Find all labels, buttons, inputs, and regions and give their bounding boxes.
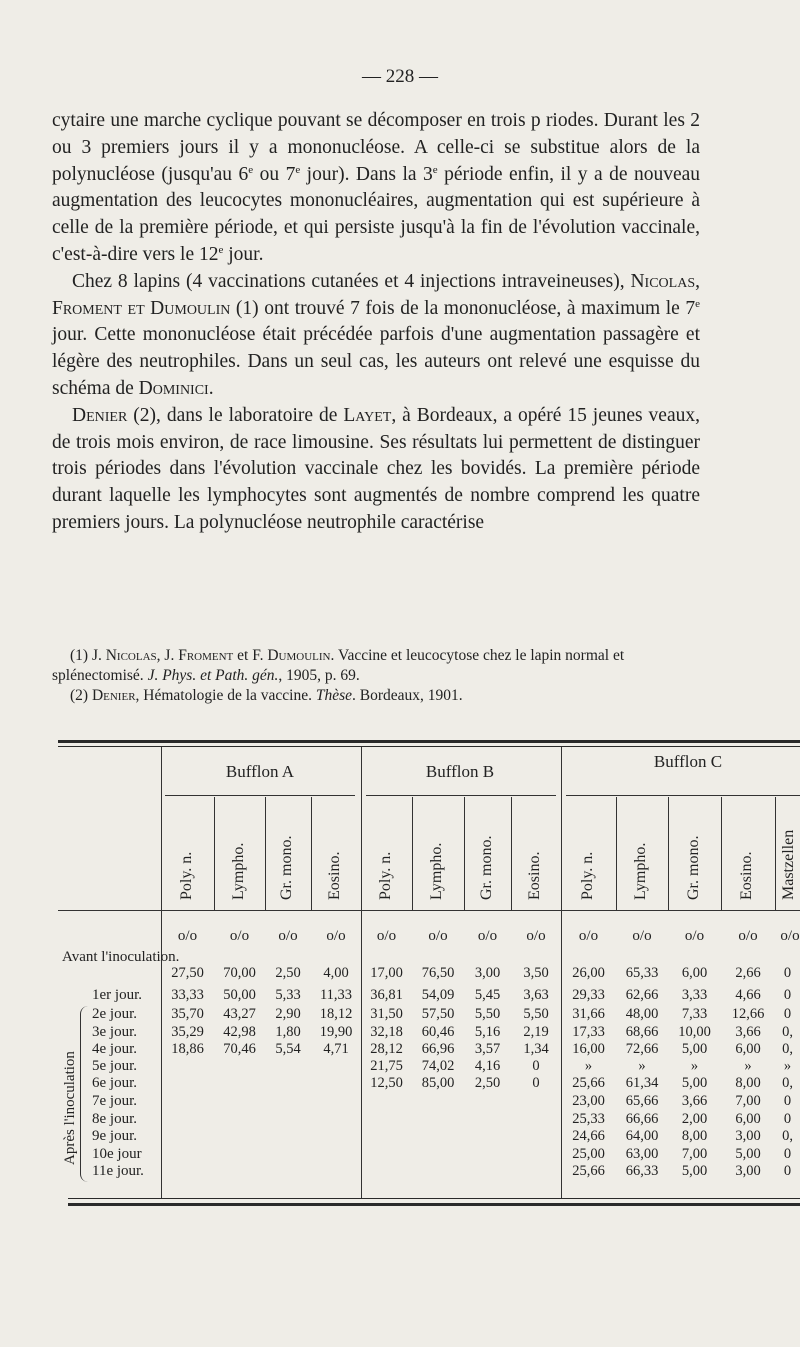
column-header: Gr. mono.	[278, 835, 295, 900]
unit-label: o/o	[780, 928, 800, 944]
table-cell: 66,33	[625, 1163, 659, 1179]
table-cell: 6,00	[735, 1111, 761, 1127]
table-cell: 18,86	[171, 1041, 204, 1057]
table-cell: 5,00	[681, 1041, 708, 1057]
table-cell: 42,98	[223, 1024, 256, 1040]
table-cell: 0,	[782, 1075, 793, 1091]
column-divider	[721, 797, 722, 910]
table-cell: »	[783, 1058, 792, 1074]
table-cell: 50,00	[223, 987, 256, 1003]
table-bottom-rule	[68, 1198, 800, 1199]
table-cell: 6,00	[681, 965, 708, 981]
column-header: Eosino.	[526, 851, 543, 900]
column-header: Lympho.	[632, 842, 649, 900]
table-cell: 0	[783, 1093, 792, 1109]
unit-label: o/o	[477, 928, 498, 944]
table-cell: 0	[532, 1058, 540, 1074]
table-cell: 2,00	[681, 1111, 708, 1127]
column-divider	[775, 797, 776, 910]
table-cell: 3,66	[735, 1024, 761, 1040]
days-brace	[80, 1006, 89, 1182]
column-header: Gr. mono.	[477, 835, 495, 900]
table-cell: 48,00	[625, 1006, 659, 1022]
table-cell: 3,50	[523, 965, 549, 981]
table-cell: 19,90	[319, 1024, 353, 1040]
row-label: 7e jour.	[92, 1093, 137, 1109]
paragraph-3: Denier (2), dans le laboratoire de Layet, à Bordeaux, a opéré 15 jeunes veaux, de trois mois environ, de race limousine. Ses résultats lui permettent de distinguer trois périodes dans l'évolution vaccinale chez les bovidés. La première période durant laquelle les lymphocytes sont augmentés de nombre comprend les quatre premiers jours. La polynucléose neutrophile caractérise	[52, 404, 700, 533]
table-cell: 25,33	[572, 1111, 605, 1127]
table-cell: »	[744, 1058, 752, 1074]
table-cell: 2,90	[275, 1006, 301, 1022]
table-cell: 8,00	[681, 1128, 708, 1144]
table-cell: 25,66	[572, 1075, 605, 1091]
table-cell: 63,00	[625, 1146, 659, 1162]
unit-label: o/o	[684, 928, 705, 944]
column-divider	[616, 797, 617, 910]
table-cell: 7,00	[681, 1146, 708, 1162]
column-header: Eosino.	[326, 851, 343, 900]
unit-label: o/o	[229, 928, 250, 944]
table-cell: »	[584, 1058, 593, 1074]
table-cell: 66,66	[625, 1111, 659, 1127]
table-cell: 35,29	[171, 1024, 204, 1040]
table-cell: 35,70	[171, 1006, 204, 1022]
column-divider	[214, 797, 215, 910]
table-cell: 4,71	[323, 1041, 349, 1057]
table-cell: 74,02	[421, 1058, 455, 1074]
group-underline-c	[566, 795, 800, 796]
table-cell: 64,00	[625, 1128, 659, 1144]
table-cell: 3,00	[735, 1163, 761, 1179]
body-text	[52, 108, 700, 537]
table-cell: 0	[783, 1111, 792, 1127]
column-header: Poly. n.	[376, 851, 394, 900]
header-divider	[58, 910, 800, 911]
table-cell: 2,50	[275, 965, 301, 981]
table-cell: 70,00	[223, 965, 256, 981]
row-label: 5e jour.	[92, 1058, 137, 1074]
row-label: 3e jour.	[92, 1024, 137, 1040]
table-cell: 8,00	[735, 1075, 761, 1091]
column-header: Lympho.	[428, 842, 445, 900]
table-cell: 28,12	[370, 1041, 403, 1057]
paragraph-2: Chez 8 lapins (4 vaccinations cutanées et 4 injections intraveineuses), Nicolas, Froment et Dumoulin (1) ont trouvé 7 fois de la mononucléose, à maximum le 7e jour. Cette mononucléose était précédée parfois d'une augmentation passagère et légère des neutrophiles. Dans un seul cas, les auteurs ont relevé une esquisse du schéma de Dominici.	[52, 270, 700, 399]
row-label-before: Avant l'inoculation.	[62, 949, 180, 965]
column-header: Mastzellen	[780, 829, 797, 900]
row-label: 9e jour.	[92, 1128, 137, 1144]
footnote-2: (2) Denier, Hématologie de la vaccine. Thèse. Bordeaux, 1901.	[70, 687, 463, 704]
table-cell: 0,	[782, 1041, 793, 1057]
table-cell: 6,00	[735, 1041, 761, 1057]
table-cell: 0	[783, 987, 792, 1003]
table-cell: 3,66	[681, 1093, 708, 1109]
table-cell: 24,66	[572, 1128, 605, 1144]
table-cell: 23,00	[572, 1093, 605, 1109]
group-header-b: Bufflon B	[425, 762, 495, 781]
column-divider	[311, 797, 312, 910]
table-cell: 5,00	[681, 1075, 708, 1091]
table-cell: 2,66	[735, 965, 761, 981]
unit-label: o/o	[632, 928, 652, 944]
unit-label: o/o	[428, 928, 448, 944]
table-cell: 66,96	[421, 1041, 455, 1057]
row-label: 11e jour.	[92, 1163, 144, 1179]
unit-label: o/o	[578, 928, 599, 944]
table-cell: 5,00	[735, 1146, 761, 1162]
row-label: 8e jour.	[92, 1111, 137, 1127]
table-cell: 32,18	[370, 1024, 403, 1040]
table-cell: 29,33	[572, 987, 605, 1003]
table-cell: 61,34	[625, 1075, 659, 1091]
table-cell: 70,46	[223, 1041, 256, 1057]
table-cell: 85,00	[421, 1075, 455, 1091]
table-cell: 12,50	[370, 1075, 403, 1091]
table-cell: 72,66	[625, 1041, 659, 1057]
table-cell: 17,33	[572, 1024, 605, 1040]
group-header-a: Bufflon A	[225, 762, 295, 781]
table-cell: 31,50	[370, 1006, 403, 1022]
table-cell: »	[638, 1058, 646, 1074]
row-label: 10e jour	[92, 1146, 142, 1162]
column-divider	[464, 797, 465, 910]
table-cell: 0,	[782, 1128, 793, 1144]
table-cell: »	[690, 1058, 699, 1074]
table-cell: 11,33	[319, 987, 353, 1003]
unit-label: o/o	[526, 928, 546, 944]
table-bottom-rule-thick	[68, 1203, 800, 1206]
table-cell: 3,57	[474, 1041, 501, 1057]
table-cell: 60,46	[421, 1024, 455, 1040]
column-divider	[412, 797, 413, 910]
table-cell: 0	[783, 1163, 792, 1179]
unit-label: o/o	[177, 928, 198, 944]
row-label: 2e jour.	[92, 1006, 137, 1022]
table-cell: 31,66	[572, 1006, 605, 1022]
table-cell: 26,00	[572, 965, 605, 981]
table-cell: 3,33	[681, 987, 708, 1003]
table-cell: 36,81	[370, 987, 403, 1003]
table-cell: 65,33	[625, 965, 659, 981]
table-cell: 5,45	[474, 987, 501, 1003]
table-cell: 2,50	[474, 1075, 501, 1091]
table-cell: 3,63	[523, 987, 549, 1003]
table-cell: 21,75	[370, 1058, 403, 1074]
page-number: — 228 —	[362, 66, 438, 87]
table-cell: 57,50	[421, 1006, 455, 1022]
column-header: Eosino.	[738, 851, 755, 900]
paragraph-1: cytaire une marche cyclique pouvant se décomposer en trois p riodes. Durant les 2 ou 3 premiers jours il y a mononucléose. A celle-ci se substitue alors de la polynucléose (jusqu'au 6e ou 7e jour). Dans la 3e période enfin, il y a de nouveau augmentation des leucocytes mononucléaires, augmentation qui est supérieure à celle de la première période, et qui persiste jusqu'à la fin de l'évolution vaccinale, c'est-à-dire vers le 12e jour.	[52, 110, 701, 265]
table-cell: 0	[783, 965, 792, 981]
table-cell: 7,00	[735, 1093, 761, 1109]
column-header: Poly. n.	[578, 851, 596, 900]
table-cell: 1,80	[275, 1024, 301, 1040]
unit-label: o/o	[278, 928, 298, 944]
table-cell: 68,66	[625, 1024, 659, 1040]
footnotes	[52, 646, 700, 706]
table-top-rule	[58, 740, 800, 743]
group-header-c: Bufflon C	[653, 752, 723, 771]
side-label: Après l'inoculation	[62, 1051, 78, 1165]
table-cell: 0	[783, 1006, 792, 1022]
table-cell: 4,16	[474, 1058, 501, 1074]
table-cell: 25,66	[572, 1163, 605, 1179]
column-divider	[668, 797, 669, 910]
table-cell: 5,50	[474, 1006, 501, 1022]
footnote-1: (1) J. Nicolas, J. Froment et F. Dumoulin. Vaccine et leucocytose chez le lapin normal et splénectomisé. J. Phys. et Path. gén., 1905, p. 69.	[52, 647, 625, 684]
table-cell: 33,33	[171, 987, 204, 1003]
table-cell: 43,27	[223, 1006, 256, 1022]
table-cell: 5,33	[275, 987, 301, 1003]
table-cell: 18,12	[319, 1006, 353, 1022]
row-label: 4e jour.	[92, 1041, 137, 1057]
table-cell: 16,00	[572, 1041, 605, 1057]
table-cell: 3,00	[735, 1128, 761, 1144]
table-cell: 0	[783, 1146, 792, 1162]
table-cell: 4,00	[323, 965, 349, 981]
table-cell: 5,50	[523, 1006, 549, 1022]
table-cell: 0,	[782, 1024, 793, 1040]
table-cell: 25,00	[572, 1146, 605, 1162]
column-header: Poly. n.	[177, 851, 195, 900]
table-cell: 17,00	[370, 965, 403, 981]
table-cell: 12,66	[731, 1006, 765, 1022]
table-cell: 54,09	[421, 987, 455, 1003]
row-label: 6e jour.	[92, 1075, 137, 1091]
table-cell: 62,66	[625, 987, 659, 1003]
table-cell: 1,34	[523, 1041, 549, 1057]
table-top-rule-thin	[58, 746, 800, 747]
table-cell: 65,66	[625, 1093, 659, 1109]
table-cell: 0	[532, 1075, 540, 1091]
group-underline-a	[165, 795, 355, 796]
table-cell: 27,50	[171, 965, 204, 981]
table-cell: 76,50	[421, 965, 455, 981]
table-cell: 5,54	[275, 1041, 301, 1057]
table-cell: 5,00	[681, 1163, 708, 1179]
table-cell: 7,33	[681, 1006, 708, 1022]
table-cell: 3,00	[474, 965, 501, 981]
row-label: 1er jour.	[92, 987, 142, 1003]
table-cell: 2,19	[523, 1024, 549, 1040]
column-header: Lympho.	[229, 842, 247, 900]
group-underline-b	[366, 795, 556, 796]
unit-label: o/o	[376, 928, 397, 944]
unit-label: o/o	[738, 928, 758, 944]
unit-label: o/o	[326, 928, 346, 944]
column-header: Gr. mono.	[684, 835, 702, 900]
table-cell: 10,00	[678, 1024, 711, 1040]
table-cell: 4,66	[735, 987, 761, 1003]
table-cell: 5,16	[474, 1024, 501, 1040]
column-divider	[265, 797, 266, 910]
column-divider	[511, 797, 512, 910]
